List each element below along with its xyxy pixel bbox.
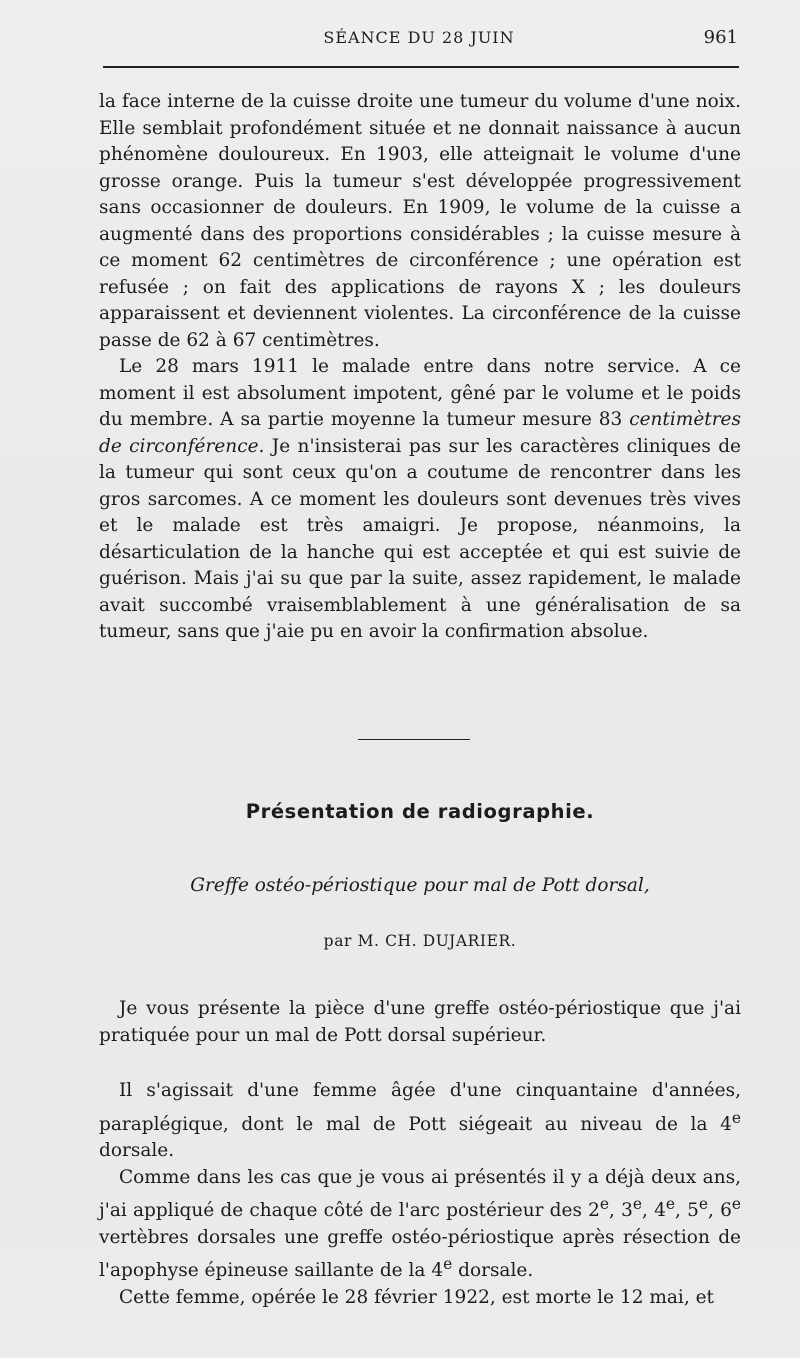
section-title: Présentation de radiographie. xyxy=(245,800,595,823)
paragraph xyxy=(99,354,741,646)
italic-text-run: centimètres de circonférence. xyxy=(99,409,741,457)
text-run: Je n'insisterai pas sur les caractères cliniques de la tumeur qui sont ceux qu'on a coutume de rencontrer dans les gros sarcomes. A ce moment les douleurs sont devenues très vives et le malade est très amaigri. Je propose, néanmoins, la désarticulation de la hanche qui est acceptée et qui est suivie de guérison. Mais j'ai su que par la suite, assez rapidement, le malade avait succombé vraisemblablement à une généralisation de sa tumeur, sans que j'aie pu en avoir la confirmation absolue. xyxy=(99,435,741,642)
superscript: e xyxy=(698,1195,708,1214)
article-title: Greffe ostéo-périostique pour mal de Pott dorsal, xyxy=(190,875,650,896)
case-report-text xyxy=(99,89,741,646)
superscript: e xyxy=(443,1255,453,1274)
header-rule xyxy=(103,66,739,68)
text-run: Le 28 mars 1911 le malade entre dans notre service. A ce moment il est absolument impotent, gêné par le volume et le poids du membre. A sa partie moyenne la tumeur mesure 83 xyxy=(99,356,741,430)
text-run: , 5 xyxy=(675,1200,699,1222)
paragraph: la face interne de la cuisse droite une tumeur du volume d'une noix. Elle semblait profondément située et ne donnait naissance à aucun phénomène douloureux. En 1903, elle atteignait le volume d'une grosse orange. Puis la tumeur s'est développée progressivement sans occasionner de douleurs. En 1909, le volume de la cuisse a augmenté dans des proportions considérables ; la cuisse mesure à ce moment 62 centimètres de circonférence ; une opération est refusée ; on fait des applications de rayons X ; les douleurs apparaissent et deviennent violentes. La circonférence de la cuisse passe de 62 à 67 centimètres. xyxy=(99,91,741,351)
section-separator-rule xyxy=(358,739,470,740)
text-run: dorsale. xyxy=(99,1140,175,1162)
running-title: SÉANCE DU 28 JUIN xyxy=(323,28,515,47)
paragraph: Cette femme, opérée le 28 février 1922, est morte le 12 mai, et xyxy=(119,1286,714,1308)
running-header xyxy=(98,24,740,52)
text-run: vertèbres dorsales une greffe ostéo-périostique après résection de l'apophyse épineuse saillante de la 4 xyxy=(99,1226,741,1282)
case-description-text xyxy=(99,1078,741,1311)
text-run: , 4 xyxy=(642,1200,666,1222)
paragraph xyxy=(99,1165,741,1285)
paragraph xyxy=(99,1078,741,1165)
text-run: Il s'agissait d'une femme âgée d'une cinquantaine d'années, paraplégique, dont le mal de Pott siégeait au niveau de la 4 xyxy=(99,1080,741,1135)
superscript: e xyxy=(665,1195,675,1214)
superscript: e xyxy=(632,1195,643,1214)
superscript: e xyxy=(599,1195,610,1214)
intro-text xyxy=(99,996,741,1049)
superscript: e xyxy=(731,1108,741,1127)
text-run: , 6 xyxy=(707,1200,732,1222)
text-run: Comme dans les cas que je vous ai présentés il y a déjà deux ans, j'ai appliqué de chaque côté de l'arc postérieur des 2 xyxy=(99,1166,741,1222)
text-run: dorsale. xyxy=(452,1260,534,1282)
paragraph: Je vous présente la pièce d'une greffe ostéo-périostique que j'ai pratiquée pour un mal de Pott dorsal supérieur. xyxy=(99,998,741,1046)
page-number: 961 xyxy=(703,27,738,48)
superscript: e xyxy=(731,1195,741,1214)
text-run: , 3 xyxy=(609,1200,633,1222)
author-byline: par M. CH. DUJARIER. xyxy=(323,932,517,950)
